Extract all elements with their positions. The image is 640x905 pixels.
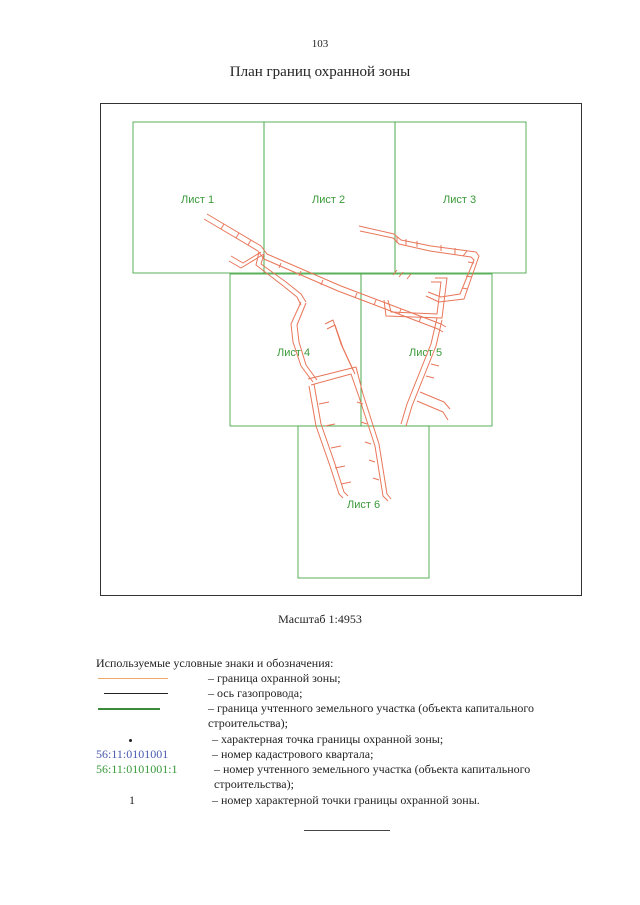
registered-plot-code: 56:11:0101001:1 [96, 762, 178, 776]
legend-text: – ось газопровода; [208, 686, 303, 700]
legend-symbol [96, 671, 200, 686]
legend-symbol [96, 732, 200, 747]
bottom-rule [304, 830, 390, 831]
legend-text: – номер характерной точки границы охранной зоны. [212, 793, 480, 807]
legend-text: – номер учтенного земельного участка (объекта капитального строительства); [214, 762, 531, 791]
legend-symbol [96, 793, 200, 808]
sheet-label-3: Лист 3 [443, 194, 477, 206]
sheet-label-5: Лист 5 [409, 347, 443, 359]
legend-text: – номер кадастрового квартала; [212, 747, 374, 761]
pipeline-axis-line-sample [104, 693, 168, 694]
map-frame [100, 103, 582, 596]
sheet-label-1: Лист 1 [181, 194, 215, 206]
legend-text: – граница учтенного земельного участка (объекта капитального строительства); [208, 701, 535, 730]
dot-icon [129, 739, 132, 742]
land-plot-line-sample [98, 708, 160, 710]
sheet-label-6: Лист 6 [347, 499, 381, 511]
legend-title: Используемые условные знаки и обозначения: [96, 656, 334, 670]
zone-boundary-line-sample [98, 678, 168, 679]
sheet-label-4: Лист 4 [277, 347, 311, 359]
legend-symbol [96, 701, 200, 716]
page-title: План границ охранной зоны [229, 64, 411, 80]
cadastral-quarter-code: 56:11:0101001 [96, 747, 169, 761]
legend-text: – характерная точка границы охранной зоны; [212, 732, 444, 746]
sheet-label-2: Лист 2 [312, 194, 346, 206]
map-drawing [101, 104, 581, 595]
page-number: 103 [311, 38, 329, 50]
legend-symbol [96, 762, 200, 777]
legend-symbol [96, 686, 200, 701]
sheet-grid [133, 122, 526, 578]
legend-symbol [96, 747, 200, 762]
legend-text: – граница охранной зоны; [208, 671, 341, 685]
point-number-sample: 1 [129, 793, 135, 807]
map-scale: Масштаб 1:4953 [278, 612, 362, 626]
